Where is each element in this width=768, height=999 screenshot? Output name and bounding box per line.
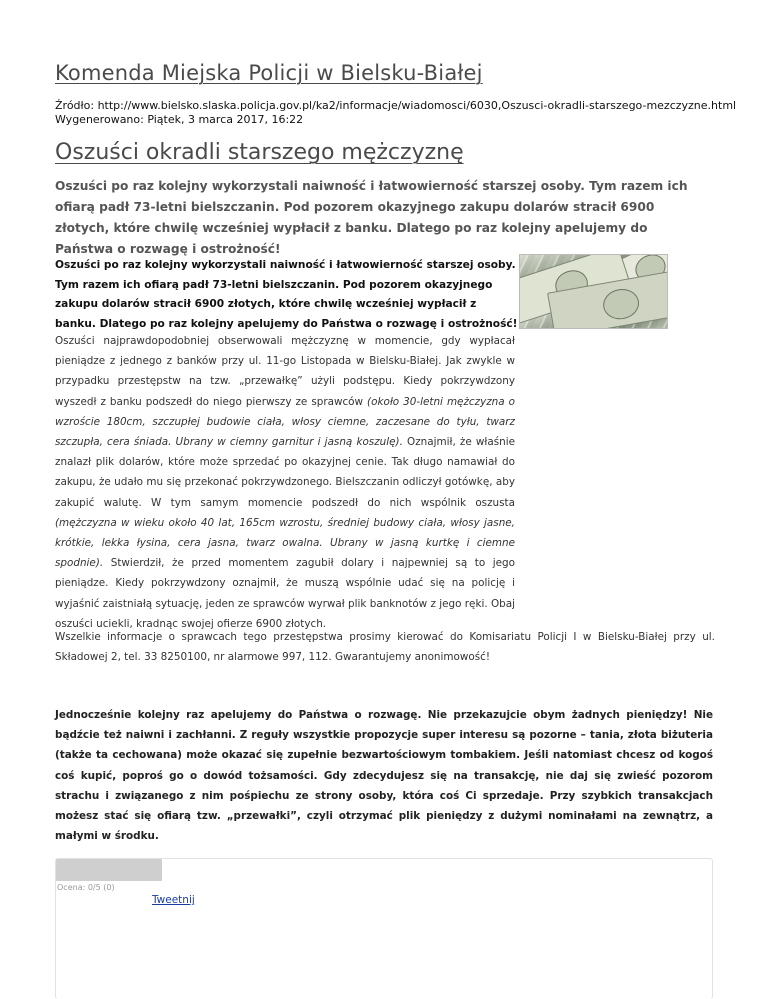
article-lead: Oszuści po raz kolejny wykorzystali naiwność i łatwowierność starszej osoby. Tym razem ich ofiarą padł 73-letni bielszczanin. Pod pozorem okazyjnego zakupu dolarów stracił 6900 złotych, które chwilę wcześniej wypłacił z banku. Dlatego po raz kolejny apelujemy do Państwa o rozwagę i ostrożność! [55, 179, 688, 256]
rating-label: Ocena: 0/5 (0) [57, 883, 115, 892]
rating-box [55, 858, 713, 999]
rating-bar[interactable] [56, 859, 162, 881]
body-text-part: Oznajmił, że właśnie znalazł plik dolarów, które może sprzedać po okazyjnej cenie. Tak długo namawiał do zakupu, że udało mu się przekonać pokrzywdzonego. Bielszczanin odliczył gotówkę, aby zakupić walutę. W tym samym momencie podszedł do nich wspólnik oszusta [55, 436, 515, 509]
body-text-part: Stwierdził, że przed momentem zagubił dolary i najpewniej są to jego pieniądze. Kiedy pokrzywdzony oznajmił, że muszą wspólnie udać się na policję i wyjaśnić zaistniałą sytuację, jeden ze sprawców wyrwał plik banknotów z jego ręki. Obaj oszuści uciekli, kradnąc swojej ofierze 6900 złotych. [55, 557, 515, 630]
tweet-link[interactable]: Tweetnij [152, 894, 195, 906]
contact-info: Wszelkie informacje o sprawcach tego przestępstwa prosimy kierować do Komisariatu Policji I w Bielsku-Białej przy ul. Składowej 2, tel. 33 8250100, nr alarmowe 997, 112. Gwarantujemy anonimowość! [55, 631, 715, 663]
article-intro: Oszuści po raz kolejny wykorzystali naiwność i łatwowierność starszej osoby. Tym razem ich ofiarą padł 73-letni bielszczanin. Pod pozorem okazyjnego zakupu dolarów stracił 6900 złotych, które chwilę wcześniej wypłacił z banku. Dlatego po raz kolejny apelujemy do Państwa o rozwagę i ostrożność! [55, 259, 518, 330]
article-title: Oszuści okradli starszego mężczyznę [55, 140, 464, 165]
suspect-1-description: (około 30-letni mężczyzna o wzroście 180cm, szczupłej budowie ciała, włosy ciemne, zaczesane do tyłu, twarz szczupła, cera śniada. Ubrany w ciemny garnitur i jasną koszulę). [55, 395, 515, 449]
banknotes-image [519, 254, 668, 329]
body-text-part: Oszuści najprawdopodobniej obserwowali mężczyznę w momencie, gdy wypłacał pieniądze z jednego z banków przy ul. 11-go Listopada w Bielsku-Białej. Jak zwykle w przypadku przestępstw na tzw. „przewałkę” użyli podstępu. Kiedy pokrzywdzony wyszedł z banku podszedł do niego pierwszy ze sprawców [55, 335, 515, 408]
generated-line: Wygenerowano: Piątek, 3 marca 2017, 16:22 [55, 113, 304, 126]
police-appeal: Jednocześnie kolejny raz apelujemy do Państwa o rozwagę. Nie przekazujcie obym żadnych pieniędzy! Nie bądźcie też naiwni i zachłanni. Z reguły wszystkie propozycje super interesu są pozorne – tania, złota biżuteria (także ta cechowana) może okazać się zupełnie bezwartościowym tombakiem. Jeśli natomiast chcesz od kogoś coś kupić, poproś go o dowód tożsamości. Gdy zdecydujesz się na transakcję, nie daj się zwieść pozorom strachu i związanego z nim pośpiechu ze strony osoby, która coś Ci sprzedaje. Przy szybkich transakcjach możesz stać się ofiarą tzw. „przewałki”, czyli otrzymać plik pieniędzy z dużymi nominałami na zewnątrz, a małymi w środku. [55, 709, 713, 843]
source-line: Źródło: http://www.bielsko.slaska.policja.gov.pl/ka2/informacje/wiadomosci/6030,Oszusci-okradli-starszego-mezczyzne.html [55, 99, 737, 112]
suspect-2-description: (mężczyzna w wieku około 40 lat, 165cm wzrostu, średniej budowy ciała, włosy jasne, krótkie, lekka łysina, cera jasna, twarz owalna. Ubrany w jasną kurtkę i ciemne spodnie). [55, 516, 515, 570]
site-title: Komenda Miejska Policji w Bielsku-Białej [55, 61, 483, 85]
article-body [55, 331, 515, 634]
meta-info [55, 99, 736, 127]
